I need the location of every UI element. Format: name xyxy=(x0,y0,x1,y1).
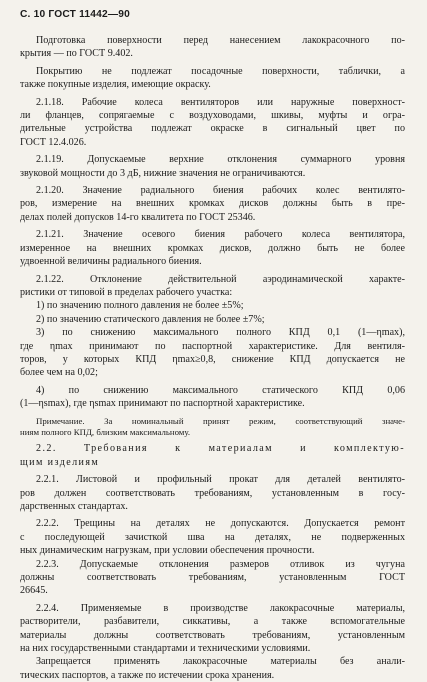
text-line: ниям полного КПД, близким максимальному. xyxy=(20,426,191,437)
paragraph-surface-prep xyxy=(20,34,405,61)
clause-2-1-21 xyxy=(20,228,405,268)
text-line: 2.2. Требования к материалам и комплектую- xyxy=(36,442,405,454)
text-line: 2.2.3. Допускаемые отклонения размеров отливок из чугуна xyxy=(36,558,405,570)
clause-2-1-18 xyxy=(20,96,405,150)
text-line: 2.1.19. Допускаемые верхние отклонения суммарного уровня xyxy=(36,154,405,166)
text-line: 2.2.4. Применяемые в производстве лакокрасочные материалы, xyxy=(36,602,405,614)
text-line: дарственных стандартах. xyxy=(20,500,128,512)
text-line: 2.1.18. Рабочие колеса вентиляторов или наружные поверхност- xyxy=(36,96,405,108)
text-line: 2) по значению статического давления не более ±7%; xyxy=(36,313,265,325)
page-header: С. 10 ГОСТ 11442—90 xyxy=(20,9,130,20)
text-line: Подготовка поверхности перед нанесением лакокрасочного по- xyxy=(36,35,405,46)
text-line: звуковой мощности до 3 дБ, нижние значения не ограничиваются. xyxy=(20,167,306,179)
text-line: 3) по снижению максимального полного КПД 0,1 (1—ηmax), xyxy=(36,327,405,339)
text-line: ных динамическим нагрузкам, при условии обеспечения прочности. xyxy=(20,545,315,557)
text-line: тических паспортов, а также по истечении срока хранения. xyxy=(20,669,275,681)
text-line: 4) по снижению максимального статического КПД 0,06 xyxy=(36,384,405,396)
text-line: ров, измерение на внешних кромках дисков должны быть в пре- xyxy=(20,198,405,210)
text-line: (1—ηsmax), где ηsmax принимают по паспортной характеристике. xyxy=(20,398,305,410)
paragraph-prohibition xyxy=(20,655,405,682)
text-line: измеренное на внешних кромках дисков, должно быть не более xyxy=(20,242,405,254)
text-line: щим изделиям xyxy=(20,456,100,468)
clause-2-2-1 xyxy=(20,473,405,513)
text-line: 2.2.1. Листовой и профильный прокат для деталей вентилято- xyxy=(36,474,405,486)
text-line: дительные устройства подлежат окраске в сигнальный цвет по xyxy=(20,123,405,135)
text-line: Запрещается применять лакокрасочные материалы без анали- xyxy=(36,656,405,668)
text-line: ГОСТ 12.4.026. xyxy=(20,136,87,148)
text-line: должны соответствовать требованиям, установленным ГОСТ xyxy=(20,572,405,583)
text-line: Покрытию не подлежат посадочные поверхности, таблички, а xyxy=(36,65,405,77)
clause-2-2-4 xyxy=(20,602,405,656)
text-line: 2.2.2. Трещины на деталях не допускаются. Допускается ремонт xyxy=(36,518,405,530)
text-line: на них государственными стандартами и техническими условиями. xyxy=(20,643,311,655)
text-line: делах полей допусков 14-го квалитета по ГОСТ 25346. xyxy=(20,211,256,223)
text-line: 26645. xyxy=(20,585,48,597)
item-2 xyxy=(20,313,405,326)
text-line: удвоенной величины радиального биения. xyxy=(20,256,202,268)
text-line: где ηmax принимают по паспортной характеристике. Для вентиля- xyxy=(20,340,405,352)
text-line: ли фланцев, сопрягаемые с воздуховодами, шкивы, муфты и огра- xyxy=(20,110,405,122)
text-line: 2.1.22. Отклонение действительной аэродинамической характе- xyxy=(36,273,405,285)
text-line: 2.1.20. Значение радиального биения рабочих колес вентилято- xyxy=(36,185,405,197)
text-line: материалы должны соответствовать требованиям, установленным xyxy=(20,629,405,641)
clause-2-1-20 xyxy=(20,184,405,224)
text-line: 1) по значению полного давления не более ±5%; xyxy=(36,300,244,312)
note-paragraph xyxy=(20,416,405,438)
text-line: 2.1.21. Значение осевого биения рабочего колеса вентилятора, xyxy=(36,229,405,241)
clause-2-2-3 xyxy=(20,558,405,598)
text-line: ристики от типовой в пределах рабочего участка: xyxy=(20,286,233,298)
text-line: также покупные изделия, имеющие окраску. xyxy=(20,79,211,91)
item-3 xyxy=(20,326,405,380)
item-4 xyxy=(20,384,405,411)
text-line: с последующей зачисткой шва на деталях, не подверженных xyxy=(20,531,405,543)
text-line: растворители, разбавители, сиккативы, а также вспомогательные xyxy=(20,616,405,628)
clause-2-1-19 xyxy=(20,153,405,180)
section-heading-2-2 xyxy=(20,442,405,469)
text-line: крытия — по ГОСТ 9.402. xyxy=(20,48,133,60)
paragraph-no-coating xyxy=(20,65,405,92)
clause-2-1-22 xyxy=(20,273,405,300)
text-line: ров должен соответствовать требованиям, установленным в госу- xyxy=(20,487,405,499)
clause-2-2-2 xyxy=(20,517,405,557)
text-line: торов, у которых КПД ηmax≥0,8, снижение КПД допускается не xyxy=(20,353,405,365)
text-line: Примечание. За номинальный принят режим, соответствующий значе- xyxy=(36,415,405,426)
item-1 xyxy=(20,299,405,312)
text-line: более чем на 0,02; xyxy=(20,367,98,379)
